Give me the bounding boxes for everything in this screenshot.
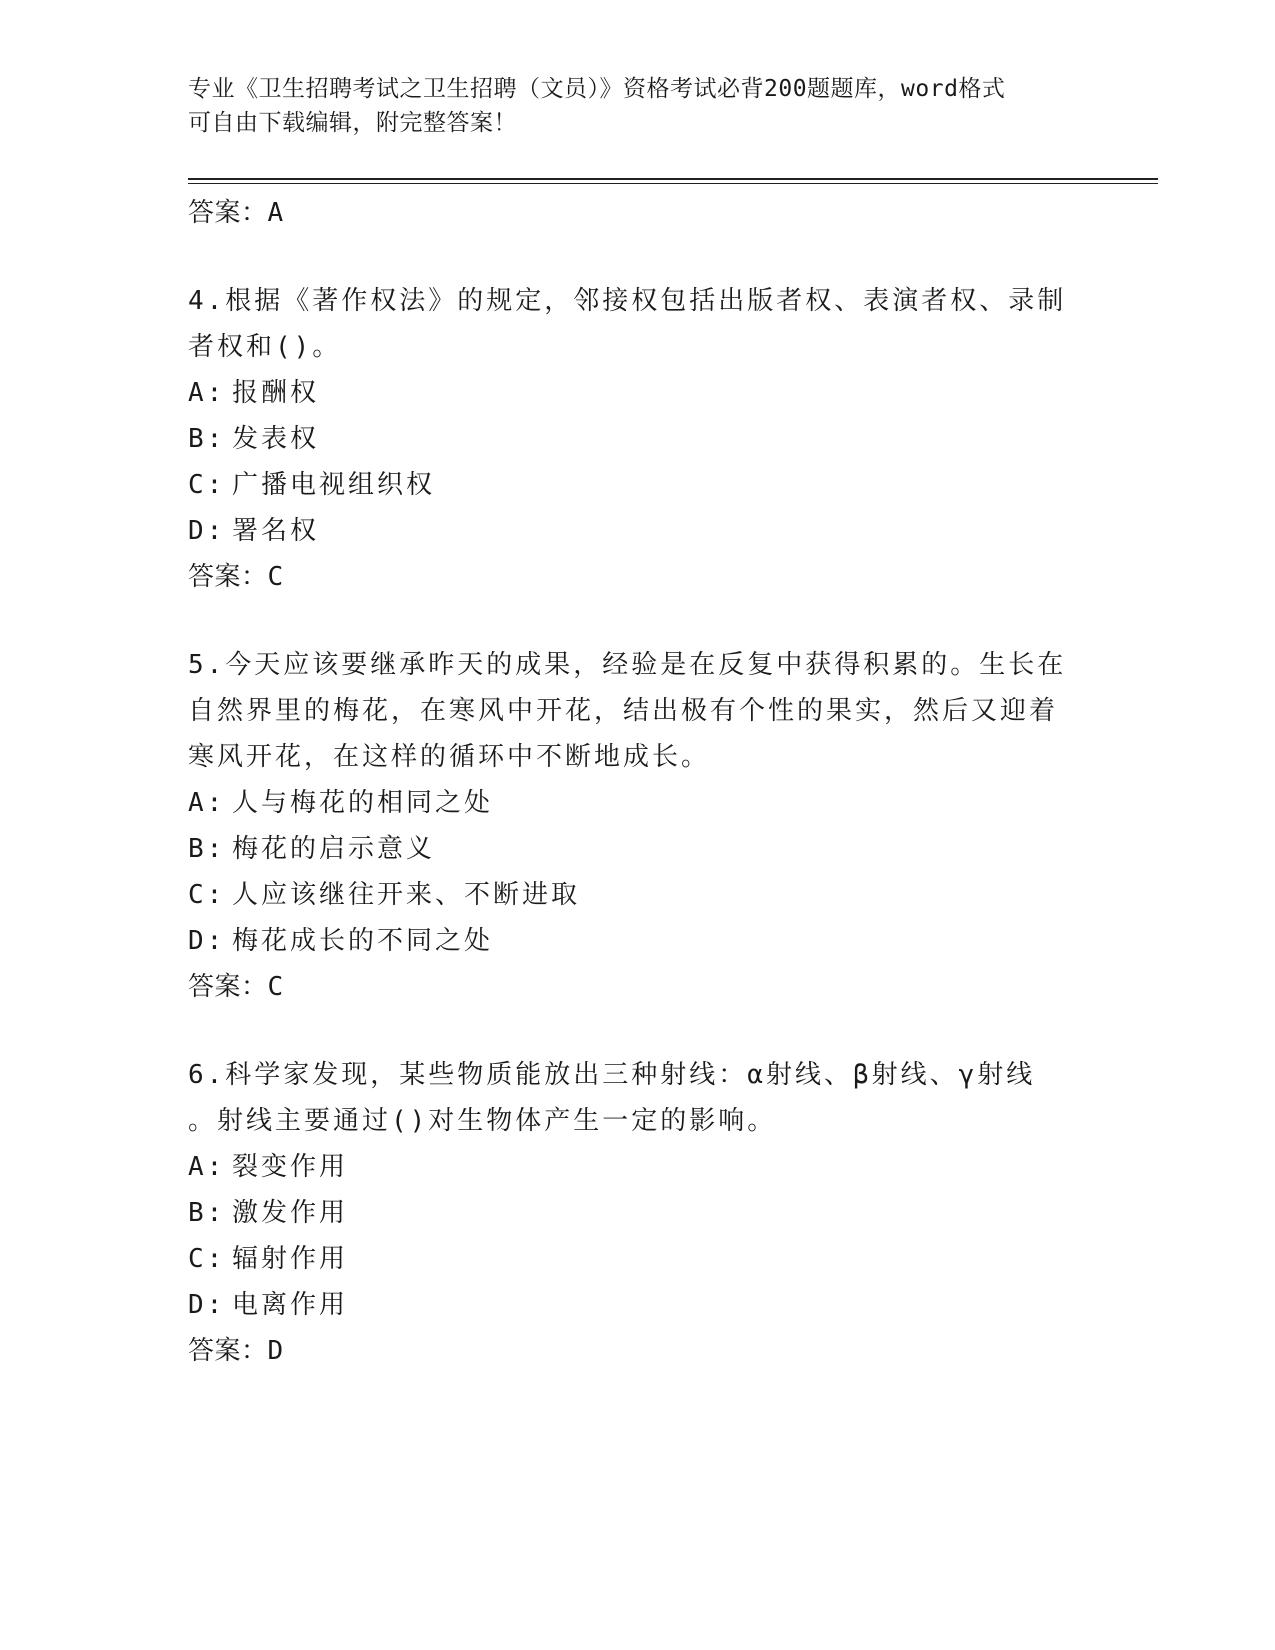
answer-key: C <box>267 972 284 1002</box>
question-stem-line: 5.今天应该要继承昨天的成果，经验是在反复中获得积累的。生长在 <box>188 650 1067 680</box>
answer-key: A <box>267 198 284 228</box>
option-letter: B: <box>188 834 226 864</box>
option-a <box>188 1144 1088 1190</box>
option-text: 署名权 <box>232 516 320 546</box>
option-c <box>188 1236 1088 1282</box>
option-text: 报酬权 <box>232 378 320 408</box>
answer-line <box>188 1328 1088 1374</box>
option-letter: A: <box>188 378 226 408</box>
header-line-2: 可自由下载编辑，附完整答案！ <box>188 110 517 136</box>
option-text: 人与梅花的相同之处 <box>232 788 494 818</box>
question-stem-line: 6.科学家发现，某些物质能放出三种射线：α射线、β射线、γ射线 <box>188 1060 1036 1090</box>
question-block <box>188 1052 1088 1374</box>
option-letter: C: <box>188 470 226 500</box>
question-stem-line: 寒风开花，在这样的循环中不断地成长。 <box>188 742 711 772</box>
answer-line <box>188 964 1088 1010</box>
option-letter: D: <box>188 1290 226 1320</box>
question-stem-line: 4.根据《著作权法》的规定，邻接权包括出版者权、表演者权、录制 <box>188 286 1067 316</box>
option-text: 激发作用 <box>232 1198 349 1228</box>
answer-key: C <box>267 562 284 592</box>
question-stem-line: 者权和()。 <box>188 332 342 362</box>
answer-label: 答案： <box>188 562 268 592</box>
answer-label: 答案： <box>188 198 268 228</box>
option-text: 电离作用 <box>232 1290 349 1320</box>
answer-key: D <box>267 1336 284 1366</box>
question-list <box>188 190 1088 1374</box>
option-b <box>188 826 1088 872</box>
option-text: 裂变作用 <box>232 1152 349 1182</box>
option-d <box>188 1282 1088 1328</box>
option-letter: D: <box>188 516 226 546</box>
answer-line <box>188 190 1088 236</box>
option-letter: A: <box>188 788 226 818</box>
question-block <box>188 278 1088 600</box>
answer-line <box>188 554 1088 600</box>
option-text: 发表权 <box>232 424 320 454</box>
question-block <box>188 642 1088 1010</box>
option-letter: A: <box>188 1152 226 1182</box>
header-divider-thick <box>188 178 1158 180</box>
option-letter: C: <box>188 880 226 910</box>
question-stem-line: 。射线主要通过()对生物体产生一定的影响。 <box>188 1106 777 1136</box>
option-text: 梅花成长的不同之处 <box>232 926 494 956</box>
option-text: 梅花的启示意义 <box>232 834 436 864</box>
option-a <box>188 780 1088 826</box>
option-c <box>188 872 1088 918</box>
option-text: 辐射作用 <box>232 1244 349 1274</box>
option-c <box>188 462 1088 508</box>
question-stem-line: 自然界里的梅花，在寒风中开花，结出极有个性的果实，然后又迎着 <box>188 696 1059 726</box>
header-line-1: 专业《卫生招聘考试之卫生招聘（文员）》资格考试必背200题题库，word格式 <box>188 76 1006 102</box>
option-b <box>188 1190 1088 1236</box>
page-header <box>188 72 1088 140</box>
answer-label: 答案： <box>188 1336 268 1366</box>
option-text: 人应该继往开来、不断进取 <box>232 880 581 910</box>
answer-label: 答案： <box>188 972 268 1002</box>
option-letter: C: <box>188 1244 226 1274</box>
option-d <box>188 508 1088 554</box>
option-a <box>188 370 1088 416</box>
option-text: 广播电视组织权 <box>232 470 436 500</box>
option-d <box>188 918 1088 964</box>
header-divider-thin <box>188 183 1158 184</box>
option-letter: D: <box>188 926 226 956</box>
option-b <box>188 416 1088 462</box>
option-letter: B: <box>188 1198 226 1228</box>
option-letter: B: <box>188 424 226 454</box>
